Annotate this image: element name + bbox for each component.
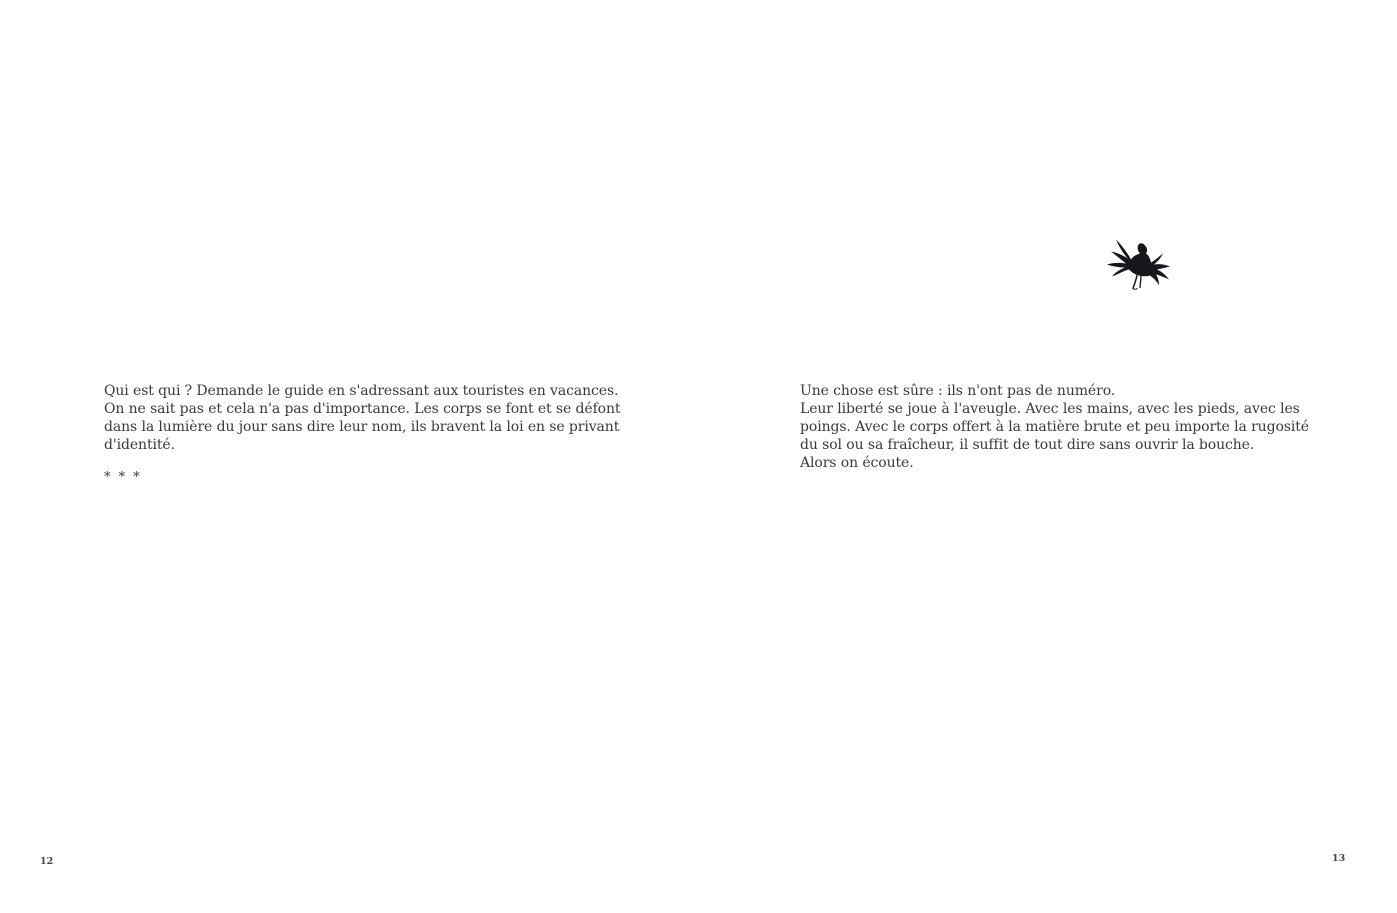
text-line: d'identité.: [104, 437, 175, 453]
left-paragraph: [104, 382, 620, 454]
text-line: Qui est qui ? Demande le guide en s'adressant aux touristes en vacances.: [104, 383, 619, 399]
page-number-left: 12: [40, 856, 54, 867]
text-line: poings. Avec le corps offert à la matière brute et peu importe la rugosité: [800, 419, 1309, 435]
text-line: Leur liberté se joue à l'aveugle. Avec les mains, avec les pieds, avec les: [800, 401, 1300, 417]
right-paragraph: [800, 382, 1309, 472]
section-separator: * * *: [104, 470, 142, 485]
text-line: dans la lumière du jour sans dire leur nom, ils bravent la loi en se privant: [104, 419, 620, 435]
page-number-right: 13: [1332, 853, 1346, 864]
text-line: On ne sait pas et cela n'a pas d'importance. Les corps se font et se défont: [104, 401, 621, 417]
text-line: du sol ou sa fraîcheur, il suffit de tout dire sans ouvrir la bouche.: [800, 437, 1255, 453]
text-line: Alors on écoute.: [800, 455, 914, 471]
flying-bird-icon: [1106, 237, 1170, 294]
text-line: Une chose est sûre : ils n'ont pas de numéro.: [800, 383, 1116, 399]
